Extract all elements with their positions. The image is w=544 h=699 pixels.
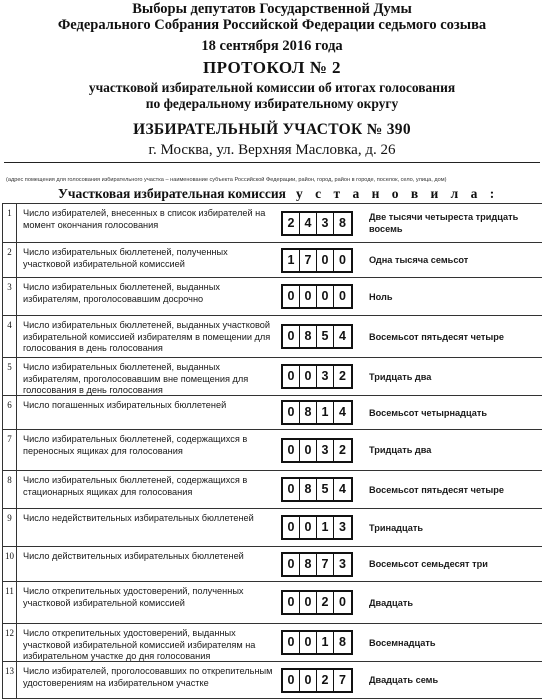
value-digits-box — [281, 438, 353, 463]
row-number: 10 — [3, 547, 17, 581]
row-number: 9 — [3, 509, 17, 546]
value-digit: 8 — [300, 402, 317, 423]
value-digit: 0 — [300, 517, 317, 538]
value-digit: 1 — [317, 402, 334, 423]
value-digit: 0 — [283, 479, 300, 500]
precinct-address: г. Москва, ул. Верхняя Масловка, д. 26 — [148, 142, 396, 158]
commission-label: Участковая избирательная комиссия — [58, 186, 286, 201]
election-title-line-2: Федерального Собрания Российской Федерации седьмого созыва — [57, 17, 487, 33]
value-digit: 5 — [317, 479, 334, 500]
row-label: Число избирателей, проголосовавших по открепительным удостоверениям на избирательном участке — [23, 666, 273, 688]
address-divider — [4, 162, 540, 163]
protocol-subtitle-line-2: по федеральному избирательному округу — [145, 96, 399, 111]
table-row — [2, 582, 542, 624]
value-digit: 4 — [339, 329, 346, 343]
value-digit: 0 — [300, 670, 317, 691]
row-number: 6 — [3, 396, 17, 429]
table-row — [2, 471, 542, 509]
value-digit: 8 — [339, 635, 346, 649]
value-digit: 1 — [317, 517, 334, 538]
row-number: 2 — [3, 243, 17, 277]
table-row — [2, 547, 542, 582]
value-digit: 0 — [283, 632, 300, 653]
value-digit: 7 — [317, 554, 334, 575]
established-label: у с т а н о в и л а : — [295, 186, 499, 201]
row-number: 5 — [3, 358, 17, 395]
value-in-words: Тринадцать — [369, 523, 424, 533]
value-in-words: Восемьсот семьдесят три — [369, 559, 488, 569]
value-digit: 3 — [317, 440, 334, 461]
table-row — [2, 509, 542, 547]
address-hint: (адрес помещения для голосования избирательного участка – наименование субъекта Российской Федерации, район, город, район в городе, поселок, село, улица, дом) — [6, 177, 447, 183]
table-row — [2, 204, 542, 243]
value-digit: 0 — [339, 289, 346, 303]
value-digit: 4 — [300, 213, 317, 234]
value-digit: 3 — [339, 557, 346, 571]
value-in-words: Тридцать два — [369, 445, 432, 455]
value-digits-box — [281, 284, 353, 309]
table-row — [2, 316, 542, 358]
value-digit: 3 — [317, 213, 334, 234]
value-digit: 0 — [300, 592, 317, 613]
row-label: Число открепительных удостоверений, выданных участковой избирательной комиссией избирателям на избирательном участке до дня голосования — [23, 628, 256, 661]
row-label: Число избирателей, внесенных в список избирателей на момент окончания голосования — [23, 208, 266, 230]
value-digit: 7 — [300, 250, 317, 271]
election-title — [0, 1, 544, 33]
value-in-words: Двадцать — [369, 598, 414, 608]
value-digits-box — [281, 630, 353, 655]
value-digit: 0 — [317, 250, 334, 271]
value-digit: 0 — [283, 440, 300, 461]
row-label: Число открепительных удостоверений, полученных участковой избирательной комиссией — [23, 586, 244, 608]
election-title-line-1: Выборы депутатов Государственной Думы — [132, 1, 412, 17]
value-digit: 1 — [283, 250, 300, 271]
table-row — [2, 278, 542, 316]
value-digit: 0 — [283, 554, 300, 575]
value-digit: 0 — [283, 517, 300, 538]
value-in-words: Восемьсот четырнадцать — [369, 408, 488, 418]
value-digits-box — [281, 364, 353, 389]
row-label: Число избирательных бюллетеней, выданных избирателям, проголосовавшим вне помещения для голосования в день голосования — [23, 362, 249, 395]
value-digit: 0 — [283, 366, 300, 387]
protocol-subtitle-line-1: участковой избирательной комиссии об итогах голосования — [88, 80, 456, 95]
value-digit: 3 — [339, 520, 346, 534]
value-digits-box — [281, 400, 353, 425]
table-row — [2, 430, 542, 471]
row-label: Число действительных избирательных бюллетеней — [23, 551, 244, 561]
value-in-words: Восемьсот пятьдесят четыре — [369, 332, 505, 342]
row-label: Число избирательных бюллетеней, полученных участковой избирательной комиссией — [23, 247, 228, 269]
value-digit: 3 — [317, 366, 334, 387]
value-digit: 0 — [339, 253, 346, 267]
value-digits-box — [281, 552, 353, 577]
value-digit: 2 — [339, 443, 346, 457]
value-digit: 8 — [339, 216, 346, 230]
value-digit: 0 — [283, 670, 300, 691]
row-label: Число избирательных бюллетеней, выданных избирателям, проголосовавшим досрочно — [23, 282, 220, 304]
row-label: Число погашенных избирательных бюллетеней — [23, 400, 227, 410]
value-in-words: Восемьсот пятьдесят четыре — [369, 485, 505, 495]
value-digits-box — [281, 211, 353, 236]
value-digit: 8 — [300, 479, 317, 500]
value-digits-box — [281, 515, 353, 540]
value-digit: 8 — [300, 326, 317, 347]
value-digits-box — [281, 248, 353, 273]
value-in-words: Одна тысяча семьсот — [369, 255, 469, 265]
value-digit: 0 — [339, 595, 346, 609]
row-label: Число избирательных бюллетеней, содержащихся в переносных ящиках для голосования — [23, 434, 248, 456]
protocol-title: ПРОТОКОЛ № 2 — [202, 58, 342, 77]
row-number: 7 — [3, 430, 17, 470]
value-digit: 2 — [317, 670, 334, 691]
value-digits-box — [281, 668, 353, 693]
row-label: Число избирательных бюллетеней, выданных участковой избирательной комиссией избирателям в помещении для голосования в день голосования — [23, 320, 271, 353]
value-in-words: Две тысячи четыреста тридцать восемь — [369, 212, 519, 234]
value-digit: 0 — [300, 366, 317, 387]
row-number: 11 — [3, 582, 17, 623]
value-digit: 4 — [339, 482, 346, 496]
row-number: 12 — [3, 624, 17, 661]
row-label: Число избирательных бюллетеней, содержащихся в стационарных ящиках для голосования — [23, 475, 248, 497]
table-row — [2, 662, 542, 699]
value-digit: 0 — [300, 440, 317, 461]
value-digits-box — [281, 477, 353, 502]
election-date: 18 сентября 2016 года — [201, 38, 343, 54]
row-number: 1 — [3, 204, 17, 242]
value-digit: 2 — [283, 213, 300, 234]
value-in-words: Тридцать два — [369, 372, 432, 382]
value-digit: 1 — [317, 632, 334, 653]
value-digit: 4 — [339, 405, 346, 419]
table-row — [2, 358, 542, 396]
value-digit: 0 — [300, 632, 317, 653]
table-row — [2, 624, 542, 662]
commission-statement — [58, 186, 499, 202]
value-digit: 5 — [317, 326, 334, 347]
value-digit: 0 — [283, 286, 300, 307]
row-label: Число недействительных избирательных бюллетеней — [23, 513, 254, 523]
table-row — [2, 396, 542, 430]
value-digit: 2 — [317, 592, 334, 613]
value-digit: 0 — [283, 326, 300, 347]
row-number: 8 — [3, 471, 17, 508]
value-in-words: Двадцать семь — [369, 675, 439, 685]
value-digit: 0 — [300, 286, 317, 307]
value-in-words: Ноль — [369, 292, 393, 302]
value-digit: 7 — [339, 673, 346, 687]
precinct-title: ИЗБИРАТЕЛЬНЫЙ УЧАСТОК № 390 — [133, 121, 411, 138]
table-row — [2, 243, 542, 278]
value-digit: 2 — [339, 369, 346, 383]
protocol-subtitle — [0, 80, 544, 112]
row-number: 3 — [3, 278, 17, 315]
value-digit: 0 — [317, 286, 334, 307]
value-digits-box — [281, 324, 353, 349]
row-number: 13 — [3, 662, 17, 698]
value-digit: 8 — [300, 554, 317, 575]
row-number: 4 — [3, 316, 17, 357]
value-digit: 0 — [283, 402, 300, 423]
value-digit: 0 — [283, 592, 300, 613]
value-digits-box — [281, 590, 353, 615]
results-table — [2, 203, 542, 699]
value-in-words: Восемнадцать — [369, 638, 436, 648]
